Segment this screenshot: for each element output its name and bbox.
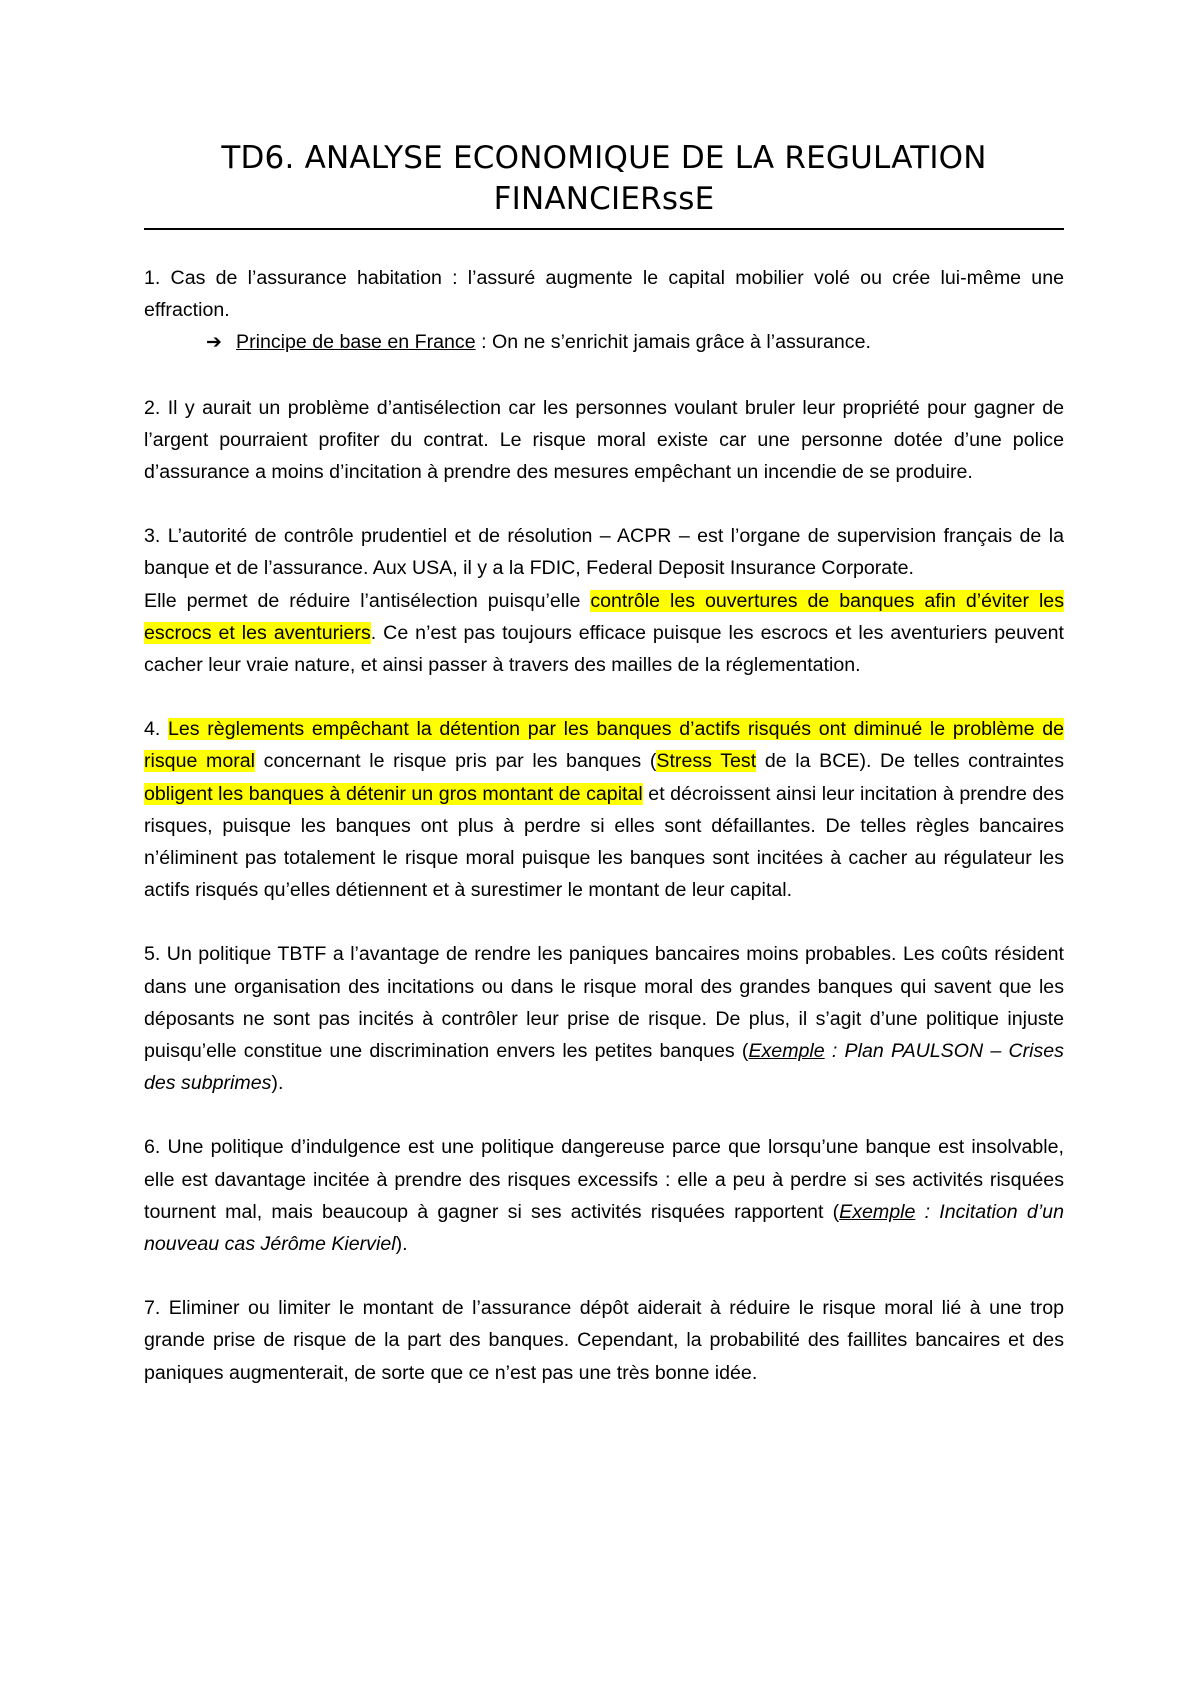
title-divider xyxy=(144,228,1064,230)
document-body xyxy=(144,262,1064,1421)
answer-3-paragraph-2 xyxy=(144,585,1064,682)
answer-2-text: 2. Il y aurait un problème d’antisélection car les personnes voulant bruler leur propriété pour gagner de l’argent pourraient profiter du contrat. Le risque moral existe car une personne dotée d’une police d’assurance a moins d’incitation à prendre des mesures empêchant un incendie de se produire. xyxy=(144,396,1064,484)
answer-6-text xyxy=(144,1131,1064,1260)
answer-4-highlight-3: obligent les banques à détenir un gros montant de capital xyxy=(144,782,643,805)
answer-5 xyxy=(144,938,1064,1099)
answer-3-paragraph-1: 3. L’autorité de contrôle prudentiel et de résolution – ACPR – est l’organe de supervision français de la banque et de l’assurance. Aux USA, il y a la FDIC, Federal Deposit Insurance Corporate. xyxy=(144,525,1064,580)
answer-7-text: 7. Eliminer ou limiter le montant de l’assurance dépôt aiderait à réduire le risque moral lié à une trop grande prise de risque de la part des banques. Cependant, la probabilité des faillites bancaires et des paniques augmenterait, de sorte que ce n’est pas une très bonne idée. xyxy=(144,1297,1064,1384)
title-line-1: TD6. ANALYSE ECONOMIQUE DE LA REGULATION xyxy=(221,140,987,176)
answer-4-highlight-2: Stress Test xyxy=(656,750,757,773)
answer-6-example-label: Exemple xyxy=(839,1200,916,1223)
answer-3-highlight: contrôle les ouvertures de banques afin d’éviter les escrocs et les aventuriers xyxy=(144,589,1064,644)
answer-4-text-3: et décroissent ainsi leur incitation à prendre des risques, puisque les banques ont plus à perdre si elles sont défaillantes. De telles règles bancaires n’éliminent pas totalement le risque moral puisque les banques sont incitées à cacher au régulateur les actifs risqués qu’elles détiennent et à surestimer le montant de leur capital. xyxy=(144,782,1064,902)
document-title xyxy=(144,138,1064,220)
answer-4 xyxy=(144,713,1064,906)
answer-5-end: ). xyxy=(271,1072,284,1095)
answer-1-text: 1. Cas de l’assurance habitation : l’assuré augmente le capital mobilier volé ou crée lui-même une effraction. xyxy=(144,267,1064,322)
principle-text: : On ne s’enrichit jamais grâce à l’assurance. xyxy=(475,331,871,354)
principle-label: Principe de base en France xyxy=(236,331,476,354)
answer-6-end: ). xyxy=(395,1233,408,1256)
answer-4-text-2: de la BCE). De telles contraintes xyxy=(756,750,1064,773)
answer-4-text xyxy=(144,713,1064,906)
answer-5-example-text: : Plan PAULSON – Crises des subprimes xyxy=(144,1040,1064,1095)
answer-6-example-text: : Incitation d’un nouveau cas Jérôme Kierviel xyxy=(144,1200,1064,1256)
answer-3-text-b: . Ce n’est pas toujours efficace puisque les escrocs et les aventuriers peuvent cacher leur vraie nature, et ainsi passer à travers des mailles de la réglementation. xyxy=(144,621,1065,677)
answer-4-paren: ( xyxy=(649,750,657,773)
title-line-2: FINANCIERssE xyxy=(493,181,715,217)
answer-5-body: 5. Un politique TBTF a l’avantage de rendre les paniques bancaires moins probables. Les coûts résident dans une organisation des incitations ou dans le risque moral des grandes banques qui savent que les déposants ne sont pas incités à contrôler leur prise de risque. De plus, il s’agit d’une politique injuste puisqu’elle constitue une discrimination envers les petites banques ( xyxy=(144,943,1064,1063)
answer-4-text-1: concernant le risque pris par les banques xyxy=(255,750,650,773)
answer-3 xyxy=(144,520,1064,681)
answer-1-principle xyxy=(144,326,1064,359)
answer-5-text xyxy=(144,938,1064,1099)
title-block xyxy=(144,138,1064,220)
answer-4-number: 4. xyxy=(144,718,169,741)
answer-6 xyxy=(144,1131,1064,1260)
answer-4-highlight-1: Les règlements empêchant la détention par les banques d’actifs risqués ont diminué le problème de risque moral xyxy=(144,718,1064,773)
arrow-right-icon: ➔ xyxy=(206,332,222,354)
answer-5-example-label: Exemple xyxy=(748,1040,825,1063)
answer-6-body: 6. Une politique d’indulgence est une politique dangereuse parce que lorsqu’une banque est insolvable, elle est davantage incitée à prendre des risques excessifs : elle a peu à perdre si ses activités risquées tournent mal, mais beaucoup à gagner si ses activités risquées rapportent ( xyxy=(144,1136,1064,1223)
answer-2 xyxy=(144,392,1064,489)
answer-3-text-a: Elle permet de réduire l’antisélection puisqu’elle xyxy=(144,589,591,612)
answer-1 xyxy=(144,262,1064,360)
answer-7 xyxy=(144,1292,1064,1389)
